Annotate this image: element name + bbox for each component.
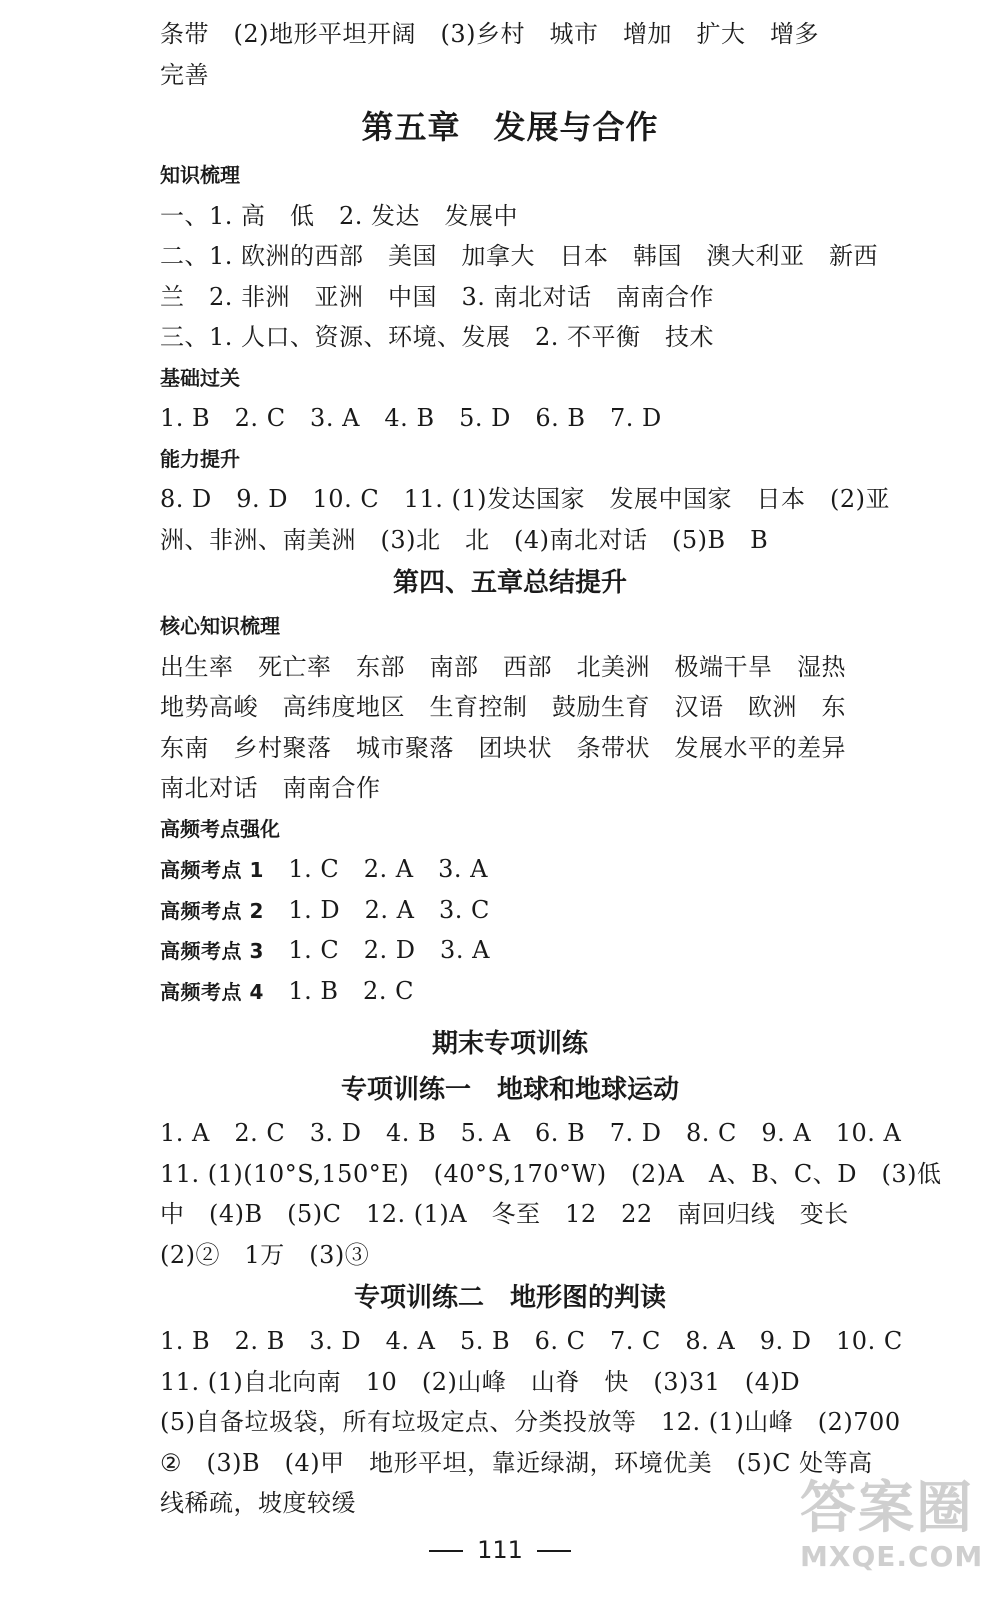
freq-label: 高频考点 4: [160, 979, 264, 1004]
section-heading: 核心知识梳理: [160, 614, 280, 638]
answer-line: 1. A 2. C 3. D 4. B 5. A 6. B 7. D 8. C 9. A 10. A: [160, 1119, 902, 1147]
summary-title: 第四、五章总结提升: [392, 568, 627, 598]
section-heading: 能力提升: [160, 446, 240, 471]
freq-answers: 1. C 2. D 3. A: [263, 936, 490, 964]
answer-line: 11. (1)自北向南 10 (2)山峰 山脊 快 (3)31 (4)D: [160, 1367, 801, 1396]
answer-line: 地势高峻 高纬度地区 生育控制 鼓励生育 汉语 欧洲 东: [160, 693, 846, 721]
train-title: 专项训练一 地球和地球运动: [340, 1075, 679, 1105]
answer-line: 11. (1)(10°S,150°E) (40°S,170°W) (2)A A、B、C、D (3)低: [160, 1159, 942, 1188]
watermark-line1: 答案圈: [800, 1476, 974, 1541]
section-heading: 知识梳理: [160, 163, 240, 187]
answer-line: ② (3)B (4)甲 地形平坦，靠近绿湖，环境优美 (5)C 处等高: [160, 1448, 873, 1477]
answer-line: 东南 乡村聚落 城市聚落 团块状 条带状 发展水平的差异: [160, 733, 846, 762]
answer-line: 1. B 2. C 3. A 4. B 5. D 6. B 7. D: [160, 404, 662, 432]
freq-label: 高频考点 3: [160, 939, 264, 963]
answer-line: 三、1. 人口、资源、环境、发展 2. 不平衡 技术: [160, 323, 715, 351]
answer-line: 中 (4)B (5)C 12. (1)A 冬至 12 22 南回归线 变长: [160, 1200, 849, 1228]
footer-dash: [537, 1550, 571, 1552]
text-line: 完善: [160, 60, 209, 89]
freq-answers: 1. D 2. A 3. C: [263, 895, 490, 924]
freq-item: [160, 971, 860, 1012]
watermark-line2: MXQE.COM: [800, 1540, 984, 1573]
train-title: 专项训练二 地形图的判读: [353, 1283, 666, 1313]
answer-line: 兰 2. 非洲 亚洲 中国 3. 南北对话 南南合作: [160, 282, 715, 311]
answer-line: 一、1. 高 低 2. 发达 发展中: [160, 201, 519, 230]
answer-line: (2)② 1万 (3)③: [160, 1240, 370, 1269]
freq-item: [160, 849, 860, 890]
freq-label: 高频考点 1: [160, 858, 264, 882]
freq-label: 高频考点 2: [160, 898, 264, 923]
chapter-title: 第五章 发展与合作: [361, 108, 659, 146]
watermark-logo: [800, 1478, 990, 1590]
answer-line: 线稀疏，坡度较缓: [160, 1489, 356, 1517]
answer-line: 洲、非洲、南美洲 (3)北 北 (4)南北对话 (5)B B: [160, 525, 769, 554]
answer-line: 南北对话 南南合作: [160, 774, 381, 802]
freq-item: [160, 890, 860, 931]
answer-line: 1. B 2. B 3. D 4. A 5. B 6. C 7. C 8. A 9. D 10. C: [160, 1327, 903, 1355]
freq-answers: 1. C 2. A 3. A: [263, 855, 488, 883]
answer-line: 出生率 死亡率 东部 南部 西部 北美洲 极端干旱 湿热: [160, 652, 846, 681]
page-number: 111: [477, 1536, 523, 1564]
answer-line: (5)自备垃圾袋，所有垃圾定点、分类投放等 12. (1)山峰 (2)700: [160, 1408, 901, 1436]
text-line: 条带 (2)地形平坦开阔 (3)乡村 城市 增加 扩大 增多: [160, 20, 819, 48]
final-title: 期末专项训练: [431, 1029, 588, 1059]
section-heading: 基础过关: [160, 365, 240, 390]
answer-line: 二、1. 欧洲的西部 美国 加拿大 日本 韩国 澳大利亚 新西: [160, 242, 879, 270]
freq-answers: 1. B 2. C: [263, 976, 414, 1005]
section-heading: 高频考点强化: [160, 816, 280, 841]
freq-item: [160, 930, 860, 971]
footer-dash: [429, 1550, 463, 1552]
answer-line: 8. D 9. D 10. C 11. (1)发达国家 发展中国家 日本 (2)亚: [160, 485, 890, 513]
